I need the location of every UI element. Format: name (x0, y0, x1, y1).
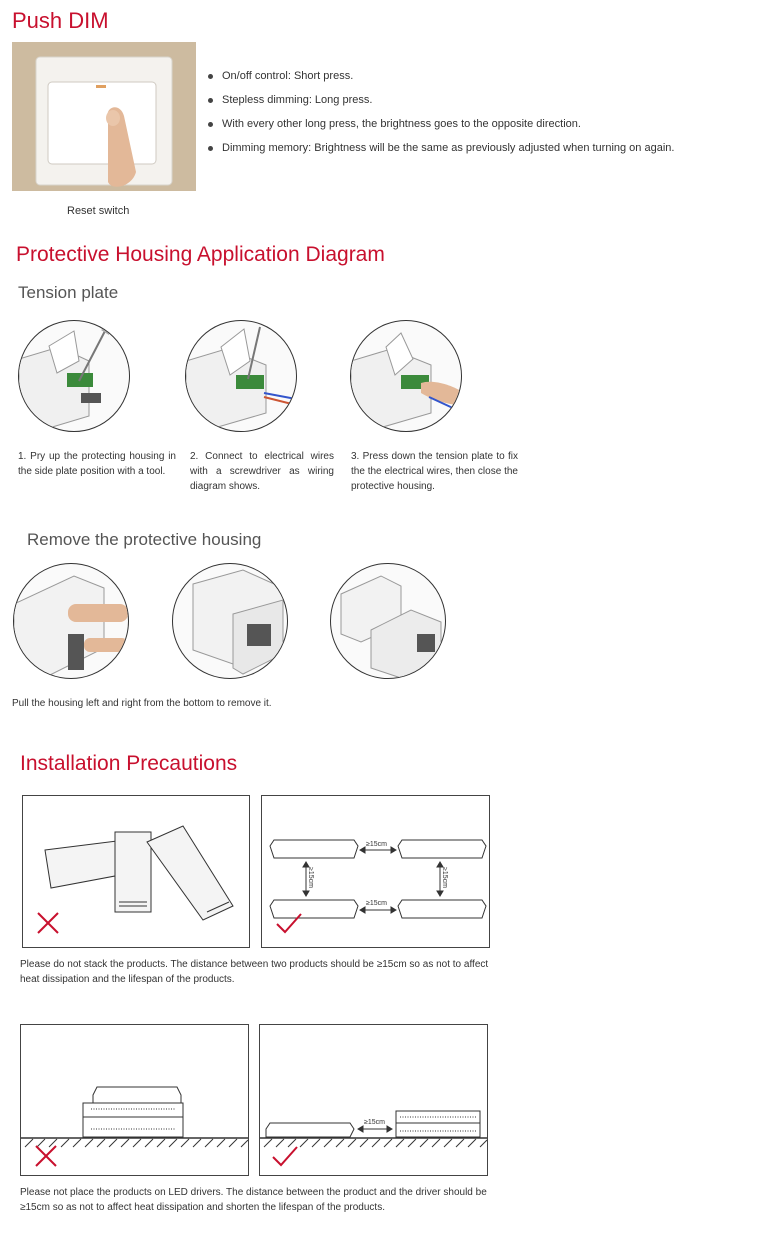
remove2-illustration (172, 563, 288, 679)
photo-caption: Reset switch (67, 205, 130, 217)
caption-stacking: Please do not stack the products. The distance between two products should be ≥15cm so as not to affect heat dissipation and the lifespan of the products. (20, 959, 489, 985)
distance-label: ≥15cm (366, 900, 387, 907)
caption-driver: Please not place the products on LED drivers. The distance between the product and the driver should be ≥15cm so as not to affect heat dissipation and shorten the lifespan of the products. (20, 1187, 487, 1213)
distance-label: ≥15cm (366, 841, 387, 848)
push-dim-title: Push DIM (12, 8, 109, 33)
step1-text: 1. Pry up the protecting housing in the side plate position with a tool. (18, 451, 176, 477)
wrong-mark-icon (35, 910, 61, 941)
remove3-illustration (330, 563, 446, 679)
remove1-illustration (13, 563, 129, 679)
panel-on-driver-wrong (20, 1024, 249, 1176)
bullet-item: On/off control: Short press. (208, 64, 674, 88)
check-mark-icon (270, 1143, 300, 1174)
panel-spaced-right (261, 795, 490, 948)
check-mark-icon (274, 910, 304, 941)
bullet-item: Stepless dimming: Long press. (208, 88, 674, 112)
push-dim-bullets (208, 64, 674, 160)
reset-switch-photo (12, 42, 196, 191)
step3-text: 3. Press down the tension plate to fix the the electrical wires, then close the protective housing. (351, 451, 518, 492)
tension-subtitle: Tension plate (18, 283, 119, 302)
panel-stacked-wrong (22, 795, 250, 948)
remove-caption: Pull the housing left and right from the bottom to remove it. (12, 698, 272, 709)
step1-illustration (18, 320, 130, 432)
remove-subtitle: Remove the protective housing (27, 530, 262, 549)
bullet-item: Dimming memory: Brightness will be the same as previously adjusted when turning on again. (208, 136, 674, 160)
wrong-mark-icon (33, 1143, 59, 1174)
housing-title: Protective Housing Application Diagram (16, 243, 385, 266)
precautions-title: Installation Precautions (20, 752, 238, 775)
distance-label: ≥15cm (306, 867, 314, 888)
step3-illustration (350, 320, 462, 432)
step2-text: 2. Connect to electrical wires with a screwdriver as wiring diagram shows. (190, 451, 334, 492)
panel-beside-driver-right (259, 1024, 488, 1176)
step2-illustration (185, 320, 297, 432)
distance-label: ≥15cm (440, 867, 448, 888)
distance-label: ≥15cm (364, 1119, 385, 1126)
bullet-item: With every other long press, the brightness goes to the opposite direction. (208, 112, 674, 136)
